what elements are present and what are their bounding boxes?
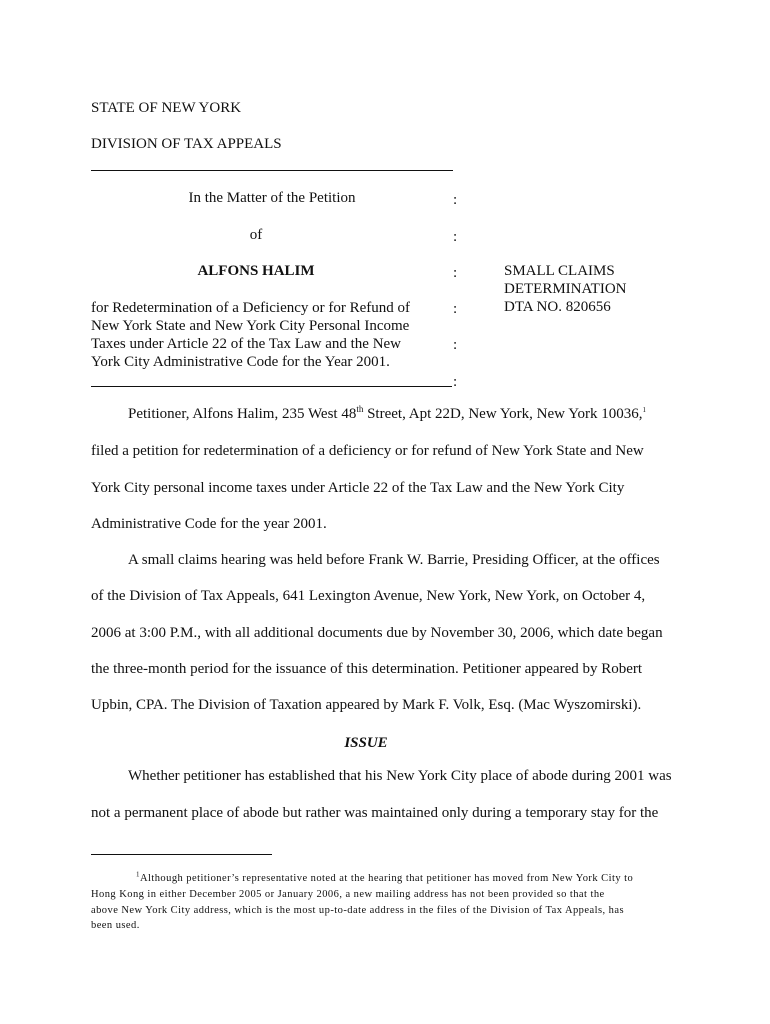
body-paragraph-line: not a permanent place of abode but rather was maintained only during a temporary stay for the — [91, 805, 659, 821]
footnote-text: Although petitioner’s representative noted at the hearing that petitioner has moved from New York City to — [139, 873, 634, 884]
caption-purpose-line: Taxes under Article 22 of the Tax Law and the New — [91, 336, 402, 352]
caption-matter: In the Matter of the Petition — [188, 190, 356, 206]
body-paragraph-line — [91, 406, 728, 423]
footnote-line: been used. — [91, 920, 140, 931]
caption-colon-1: : — [453, 192, 458, 208]
ordinal-suffix: th — [356, 404, 364, 414]
caption-colon-5: : — [453, 337, 458, 353]
caption-petitioner-name: ALFONS HALIM — [197, 263, 315, 279]
caption-colon-6: : — [453, 374, 458, 390]
footnote-reference: 1 — [642, 406, 647, 414]
determination-label: SMALL CLAIMS — [504, 263, 615, 279]
caption-purpose-line: New York State and New York City Personal Income — [91, 318, 410, 334]
body-paragraph-line: A small claims hearing was held before Frank W. Barrie, Presiding Officer, at the offices — [128, 552, 660, 568]
footnote-line: above New York City address, which is the most up-to-date address in the files of the Division of Tax Appeals, has — [91, 905, 625, 916]
dta-number: DTA NO. 820656 — [504, 299, 611, 315]
caption-colon-4: : — [453, 301, 458, 317]
footnote-number: 1 — [136, 870, 140, 879]
body-paragraph-line: Upbin, CPA. The Division of Taxation appeared by Mark F. Volk, Esq. (Mac Wyszomirski). — [91, 697, 642, 713]
state-heading: STATE OF NEW YORK — [91, 100, 242, 116]
body-paragraph-line: filed a petition for redetermination of a deficiency or for refund of New York State and New — [91, 443, 644, 459]
caption-colon-2: : — [453, 229, 458, 245]
body-paragraph-line: Administrative Code for the year 2001. — [91, 516, 327, 532]
caption-colon-3: : — [453, 265, 458, 281]
footnote-line — [136, 872, 633, 886]
petitioner-address-text: Street, Apt 22D, New York, New York 10036, — [363, 406, 643, 422]
body-paragraph-line: Whether petitioner has established that his New York City place of abode during 2001 was — [128, 768, 672, 784]
caption-purpose-line: York City Administrative Code for the Year 2001. — [91, 354, 390, 370]
body-paragraph-line: the three-month period for the issuance of this determination. Petitioner appeared by Robert — [91, 661, 643, 677]
caption-purpose-line: for Redetermination of a Deficiency or for Refund of — [91, 300, 411, 316]
determination-label: DETERMINATION — [504, 281, 627, 297]
caption-top-rule — [91, 170, 453, 171]
body-paragraph-line: of the Division of Tax Appeals, 641 Lexington Avenue, New York, New York, on October 4, — [91, 588, 646, 604]
issue-heading: ISSUE — [344, 735, 388, 751]
body-paragraph-line: York City personal income taxes under Article 22 of the Tax Law and the New York City — [91, 480, 625, 496]
footnote-line: Hong Kong in either December 2005 or January 2006, a new mailing address has not been provided so that the — [91, 889, 605, 900]
division-heading: DIVISION OF TAX APPEALS — [91, 136, 282, 152]
caption-bottom-rule — [91, 386, 452, 387]
petitioner-address-text: Petitioner, Alfons Halim, 235 West 48 — [128, 406, 357, 422]
footnote-separator — [91, 854, 272, 855]
caption-of: of — [249, 227, 263, 243]
body-paragraph-line: 2006 at 3:00 P.M., with all additional documents due by November 30, 2006, which date began — [91, 625, 663, 641]
